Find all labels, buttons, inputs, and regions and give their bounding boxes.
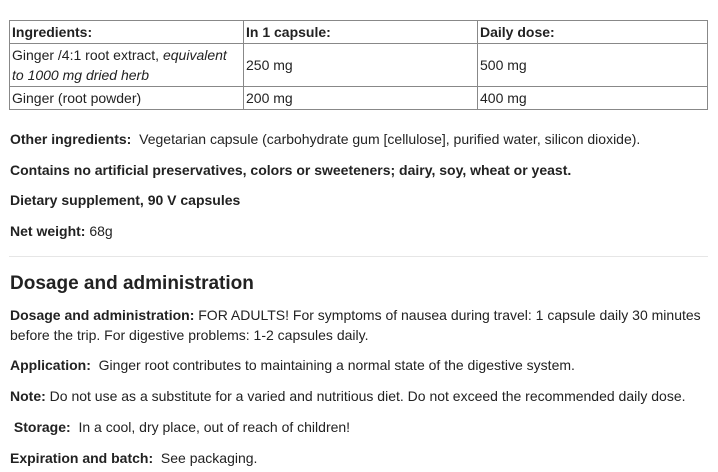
net-weight xyxy=(10,221,113,241)
expiration-text: See packaging. xyxy=(160,450,258,466)
other-ingredients xyxy=(10,129,640,149)
daily-dose-cell: 500 mg xyxy=(478,44,708,87)
note-label: Note: xyxy=(10,388,46,404)
other-ingredients-text: Vegetarian capsule (carbohydrate gum [cellulose], purified water, silicon dioxide). xyxy=(139,131,641,147)
other-ingredients-label: Other ingredients: xyxy=(10,131,132,147)
dosage-label: Dosage and administration: xyxy=(10,307,195,323)
application-paragraph xyxy=(10,355,575,375)
daily-dose-cell: 400 mg xyxy=(478,87,708,110)
ingredient-equivalent: equivalent to 1000 mg dried herb xyxy=(12,47,227,83)
dosage-paragraph xyxy=(10,305,710,345)
dosage-text: FOR ADULTS! For symptoms of nausea during travel: 1 capsule daily 30 minutes before the trip. For digestive problems: 1-2 capsules daily. xyxy=(10,307,701,343)
section-divider xyxy=(9,256,708,257)
ingredient-name-cell: Ginger (root powder) xyxy=(10,87,244,110)
supplement-statement xyxy=(10,190,240,210)
contains-text: Contains no artificial preservatives, colors or sweeteners; dairy, soy, wheat or yeast. xyxy=(10,162,572,178)
expiration-label: Expiration and batch: xyxy=(10,450,154,466)
storage-paragraph xyxy=(10,417,350,437)
ingredient-name: Ginger /4:1 root extract, xyxy=(12,47,160,63)
storage-text: In a cool, dry place, out of reach of children! xyxy=(78,419,351,435)
table-header-row xyxy=(10,21,708,44)
ingredient-name-cell xyxy=(10,44,244,87)
section-title: Dosage and administration xyxy=(10,273,254,294)
ingredients-table xyxy=(9,20,708,110)
expiration-paragraph xyxy=(10,448,257,468)
note-paragraph xyxy=(10,386,686,406)
net-weight-label: Net weight: xyxy=(10,223,86,239)
header-daily-dose: Daily dose: xyxy=(478,21,708,44)
note-text: Do not use as a substitute for a varied and nutritious diet. Do not exceed the recommended daily dose. xyxy=(49,388,686,404)
per-capsule-cell: 250 mg xyxy=(244,44,478,87)
supplement-text: Dietary supplement, 90 V capsules xyxy=(10,192,241,208)
table-row xyxy=(10,44,708,87)
table-row xyxy=(10,87,708,110)
per-capsule-cell: 200 mg xyxy=(244,87,478,110)
header-per-capsule: In 1 capsule: xyxy=(244,21,478,44)
header-ingredients: Ingredients: xyxy=(10,21,244,44)
application-label: Application: xyxy=(10,357,91,373)
contains-statement xyxy=(10,160,571,180)
application-text: Ginger root contributes to maintaining a normal state of the digestive system. xyxy=(98,357,575,373)
storage-label: Storage: xyxy=(13,419,71,435)
net-weight-value: 68g xyxy=(89,223,113,239)
